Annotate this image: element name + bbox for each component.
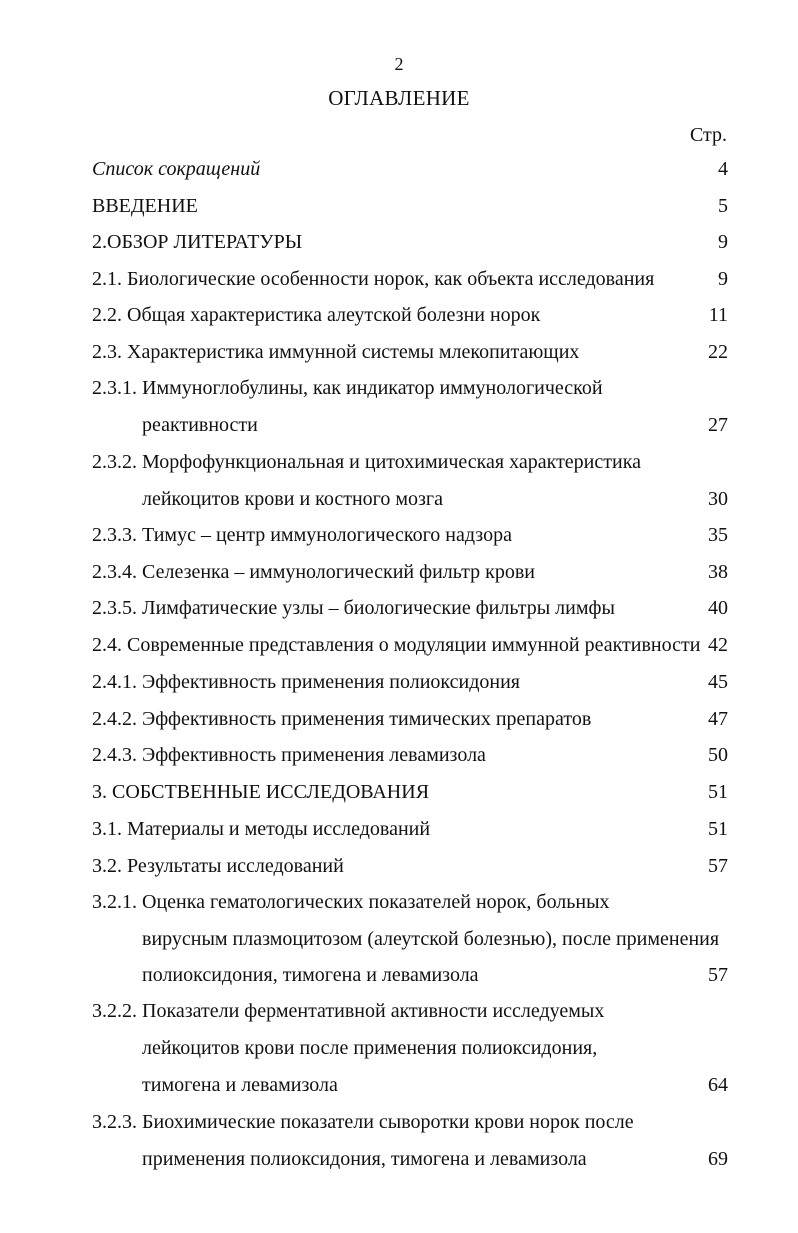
toc-entry-3-2-3-cont[interactable] — [92, 1145, 728, 1173]
toc-entry-text: 3.2. Результаты исследований — [92, 855, 344, 877]
toc-entry-page: 47 — [708, 708, 728, 730]
toc-entry-page: 50 — [708, 744, 728, 766]
toc-entry-page: 9 — [718, 231, 728, 253]
toc-entry-2-3-5[interactable] — [92, 594, 728, 622]
toc-entry-text: 2.4.2. Эффективность применения тимических препаратов — [92, 708, 592, 730]
toc-entry-text: 3.1. Материалы и методы исследований — [92, 818, 431, 840]
toc-entry-text: 2.3.2. Морфофункциональная и цитохимическая характеристика — [92, 451, 641, 473]
toc-entry-3-2[interactable] — [92, 852, 728, 880]
toc-entry-text: тимогена и левамизола — [142, 1074, 338, 1096]
toc-entry-page: 30 — [708, 488, 728, 510]
toc-entry-text: 3.2.1. Оценка гематологических показателей норок, больных — [92, 891, 610, 913]
toc-entry-page: 51 — [708, 818, 728, 840]
toc-entry-introduction[interactable] — [92, 192, 728, 220]
toc-entry-text: 3. СОБСТВЕННЫЕ ИССЛЕДОВАНИЯ — [92, 781, 430, 803]
toc-entry-2-4-3[interactable] — [92, 741, 728, 769]
toc-entry-2-4-1[interactable] — [92, 668, 728, 696]
toc-entry-text: 3.2.3. Биохимические показатели сыворотки крови норок после — [92, 1111, 634, 1133]
toc-entry-text: 2.ОБЗОР ЛИТЕРАТУРЫ — [92, 231, 303, 253]
toc-entry-page: 42 — [708, 634, 728, 656]
toc-entry-page: 51 — [708, 781, 728, 803]
toc-entry-text: 2.4. Современные представления о модуляции иммунной реактивности — [92, 634, 701, 656]
toc-entry-text: ВВЕДЕНИЕ — [92, 195, 198, 217]
toc-entry-text: 2.4.3. Эффективность применения левамизола — [92, 744, 486, 766]
toc-entry-2-2[interactable] — [92, 301, 728, 329]
toc-entry-page: 11 — [708, 304, 728, 326]
toc-entry-page: 69 — [708, 1148, 728, 1170]
toc-entry-2-1[interactable] — [92, 265, 728, 293]
toc-entry-text: лейкоцитов крови и костного мозга — [142, 488, 444, 510]
toc-entry-page: 27 — [708, 414, 728, 436]
toc-entry-abbreviations[interactable] — [92, 155, 728, 183]
page-title: ОГЛАВЛЕНИЕ — [328, 86, 470, 110]
toc-entry-3-2-1-cont[interactable] — [92, 925, 728, 953]
toc-entry-2-4[interactable] — [92, 631, 728, 659]
toc-entry-3-2-2[interactable] — [92, 997, 728, 1025]
toc-entry-3-2-2-cont[interactable] — [92, 1034, 728, 1062]
toc-entry-3-2-1[interactable] — [92, 888, 728, 916]
toc-entry-2-3-4[interactable] — [92, 558, 728, 586]
toc-entry-3-2-3[interactable] — [92, 1108, 728, 1136]
toc-entry-text: 2.2. Общая характеристика алеутской болезни норок — [92, 304, 541, 326]
toc-entry-2-3-1[interactable] — [92, 374, 728, 402]
toc-entry-2[interactable] — [92, 228, 728, 256]
toc-entry-2-3-2[interactable] — [92, 448, 728, 476]
toc-entry-text: вирусным плазмоцитозом (алеутской болезнью), после применения — [142, 928, 720, 950]
page-number: 2 — [394, 54, 404, 74]
toc-entry-text: 2.3. Характеристика иммунной системы млекопитающих — [92, 341, 580, 363]
toc-entry-text: Список сокращений — [92, 158, 261, 180]
toc-entry-page: 57 — [708, 964, 728, 986]
toc-entry-text: 2.3.4. Селезенка – иммунологический фильтр крови — [92, 561, 535, 583]
toc-entry-page: 35 — [708, 524, 728, 546]
toc-entry-page: 38 — [708, 561, 728, 583]
toc-entry-text: лейкоцитов крови после применения полиоксидония, — [142, 1037, 598, 1059]
toc-entry-text: реактивности — [142, 414, 258, 436]
toc-entry-2-3-2-cont[interactable] — [92, 485, 728, 513]
toc-entry-2-3-3[interactable] — [92, 521, 728, 549]
toc-entry-text: полиоксидония, тимогена и левамизола — [142, 964, 479, 986]
toc-entry-text: применения полиоксидония, тимогена и левамизола — [142, 1148, 587, 1170]
toc-entry-3-2-1-cont[interactable] — [92, 961, 728, 989]
page-column-header: Стр. — [689, 124, 727, 146]
toc-entry-text: 2.4.1. Эффективность применения полиоксидония — [92, 671, 520, 693]
toc-entry-text: 2.1. Биологические особенности норок, как объекта исследования — [92, 268, 655, 290]
toc-entry-page: 45 — [708, 671, 728, 693]
toc-entry-2-3[interactable] — [92, 338, 728, 366]
toc-entry-text: 2.3.5. Лимфатические узлы – биологические фильтры лимфы — [92, 597, 615, 619]
toc-entry-text: 2.3.3. Тимус – центр иммунологического надзора — [92, 524, 512, 546]
toc-entry-3-1[interactable] — [92, 815, 728, 843]
toc-entry-2-4-2[interactable] — [92, 705, 728, 733]
toc-entry-3-2-2-cont[interactable] — [92, 1071, 728, 1099]
toc-entry-3[interactable] — [92, 778, 728, 806]
toc-entry-page: 40 — [708, 597, 728, 619]
toc-entry-text: 3.2.2. Показатели ферментативной активности исследуемых — [92, 1000, 605, 1022]
toc-entry-text: 2.3.1. Иммуноглобулины, как индикатор иммунологической — [92, 377, 603, 399]
toc-entry-page: 9 — [718, 268, 728, 290]
toc-entry-page: 22 — [708, 341, 728, 363]
toc-entry-page: 4 — [718, 158, 728, 180]
toc-entry-page: 64 — [708, 1074, 728, 1096]
toc-entry-page: 5 — [718, 195, 728, 217]
toc-entry-page: 57 — [708, 855, 728, 877]
toc-entry-2-3-1-cont[interactable] — [92, 411, 728, 439]
